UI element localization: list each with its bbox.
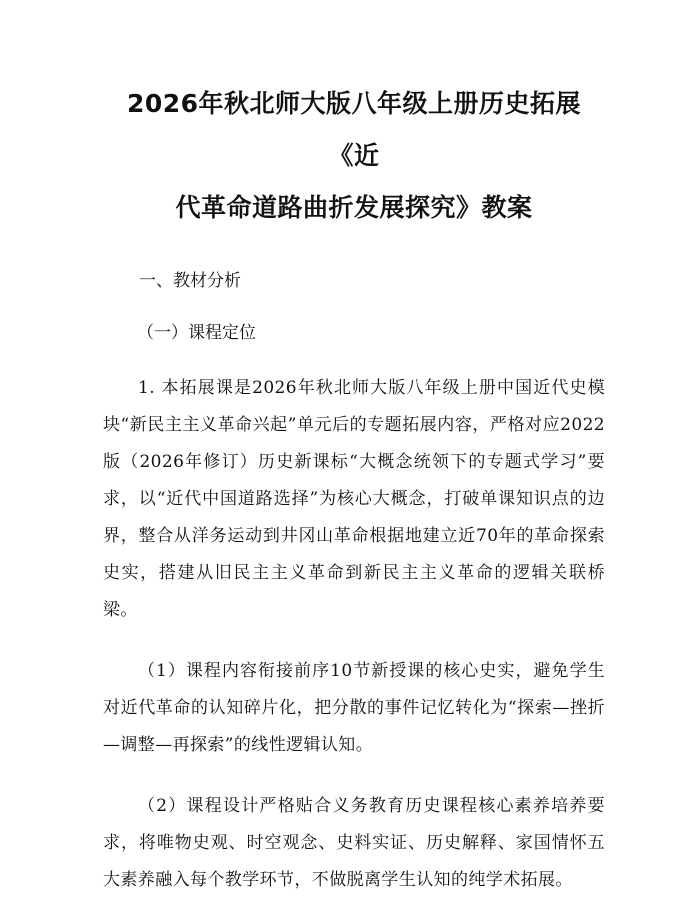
section-heading-textbook-analysis: 一、教材分析 [139,271,241,291]
title-line-1: 2026年秋北师大版八年级上册历史拓展《近 [126,89,582,170]
subsection-heading-course-positioning: （一）课程定位 [137,323,256,343]
document-title [103,78,605,234]
paragraph-3: （2）课程设计严格贴合义务教育历史课程核心素养培养要求，将唯物史观、时空观念、史料实证、历史解释、家国情怀五大素养融入每个教学环节，不做脱离学生认知的纯学术拓展。 [103,796,605,890]
title-line-2: 代革命道路曲折发展探究》教案 [175,193,533,222]
paragraph-2: （1）课程内容衔接前序10节新授课的核心史实，避免学生对近代革命的认知碎片化，把分散的事件记忆转化为“探索—挫折—调整—再探索”的线性逻辑认知。 [103,661,605,755]
paragraph-1: 1. 本拓展课是2026年秋北师大版八年级上册中国近代史模块“新民主主义革命兴起”单元后的专题拓展内容，严格对应2022版（2026年修订）历史新课标“大概念统领下的专题式学习”要求，以“近代中国道路选择”为核心大概念，打破单课知识点的边界，整合从洋务运动到井冈山革命根据地建立近70年的革命探索史实，搭建从旧民主主义革命到新民主主义革命的逻辑关联桥梁。 [103,378,605,620]
